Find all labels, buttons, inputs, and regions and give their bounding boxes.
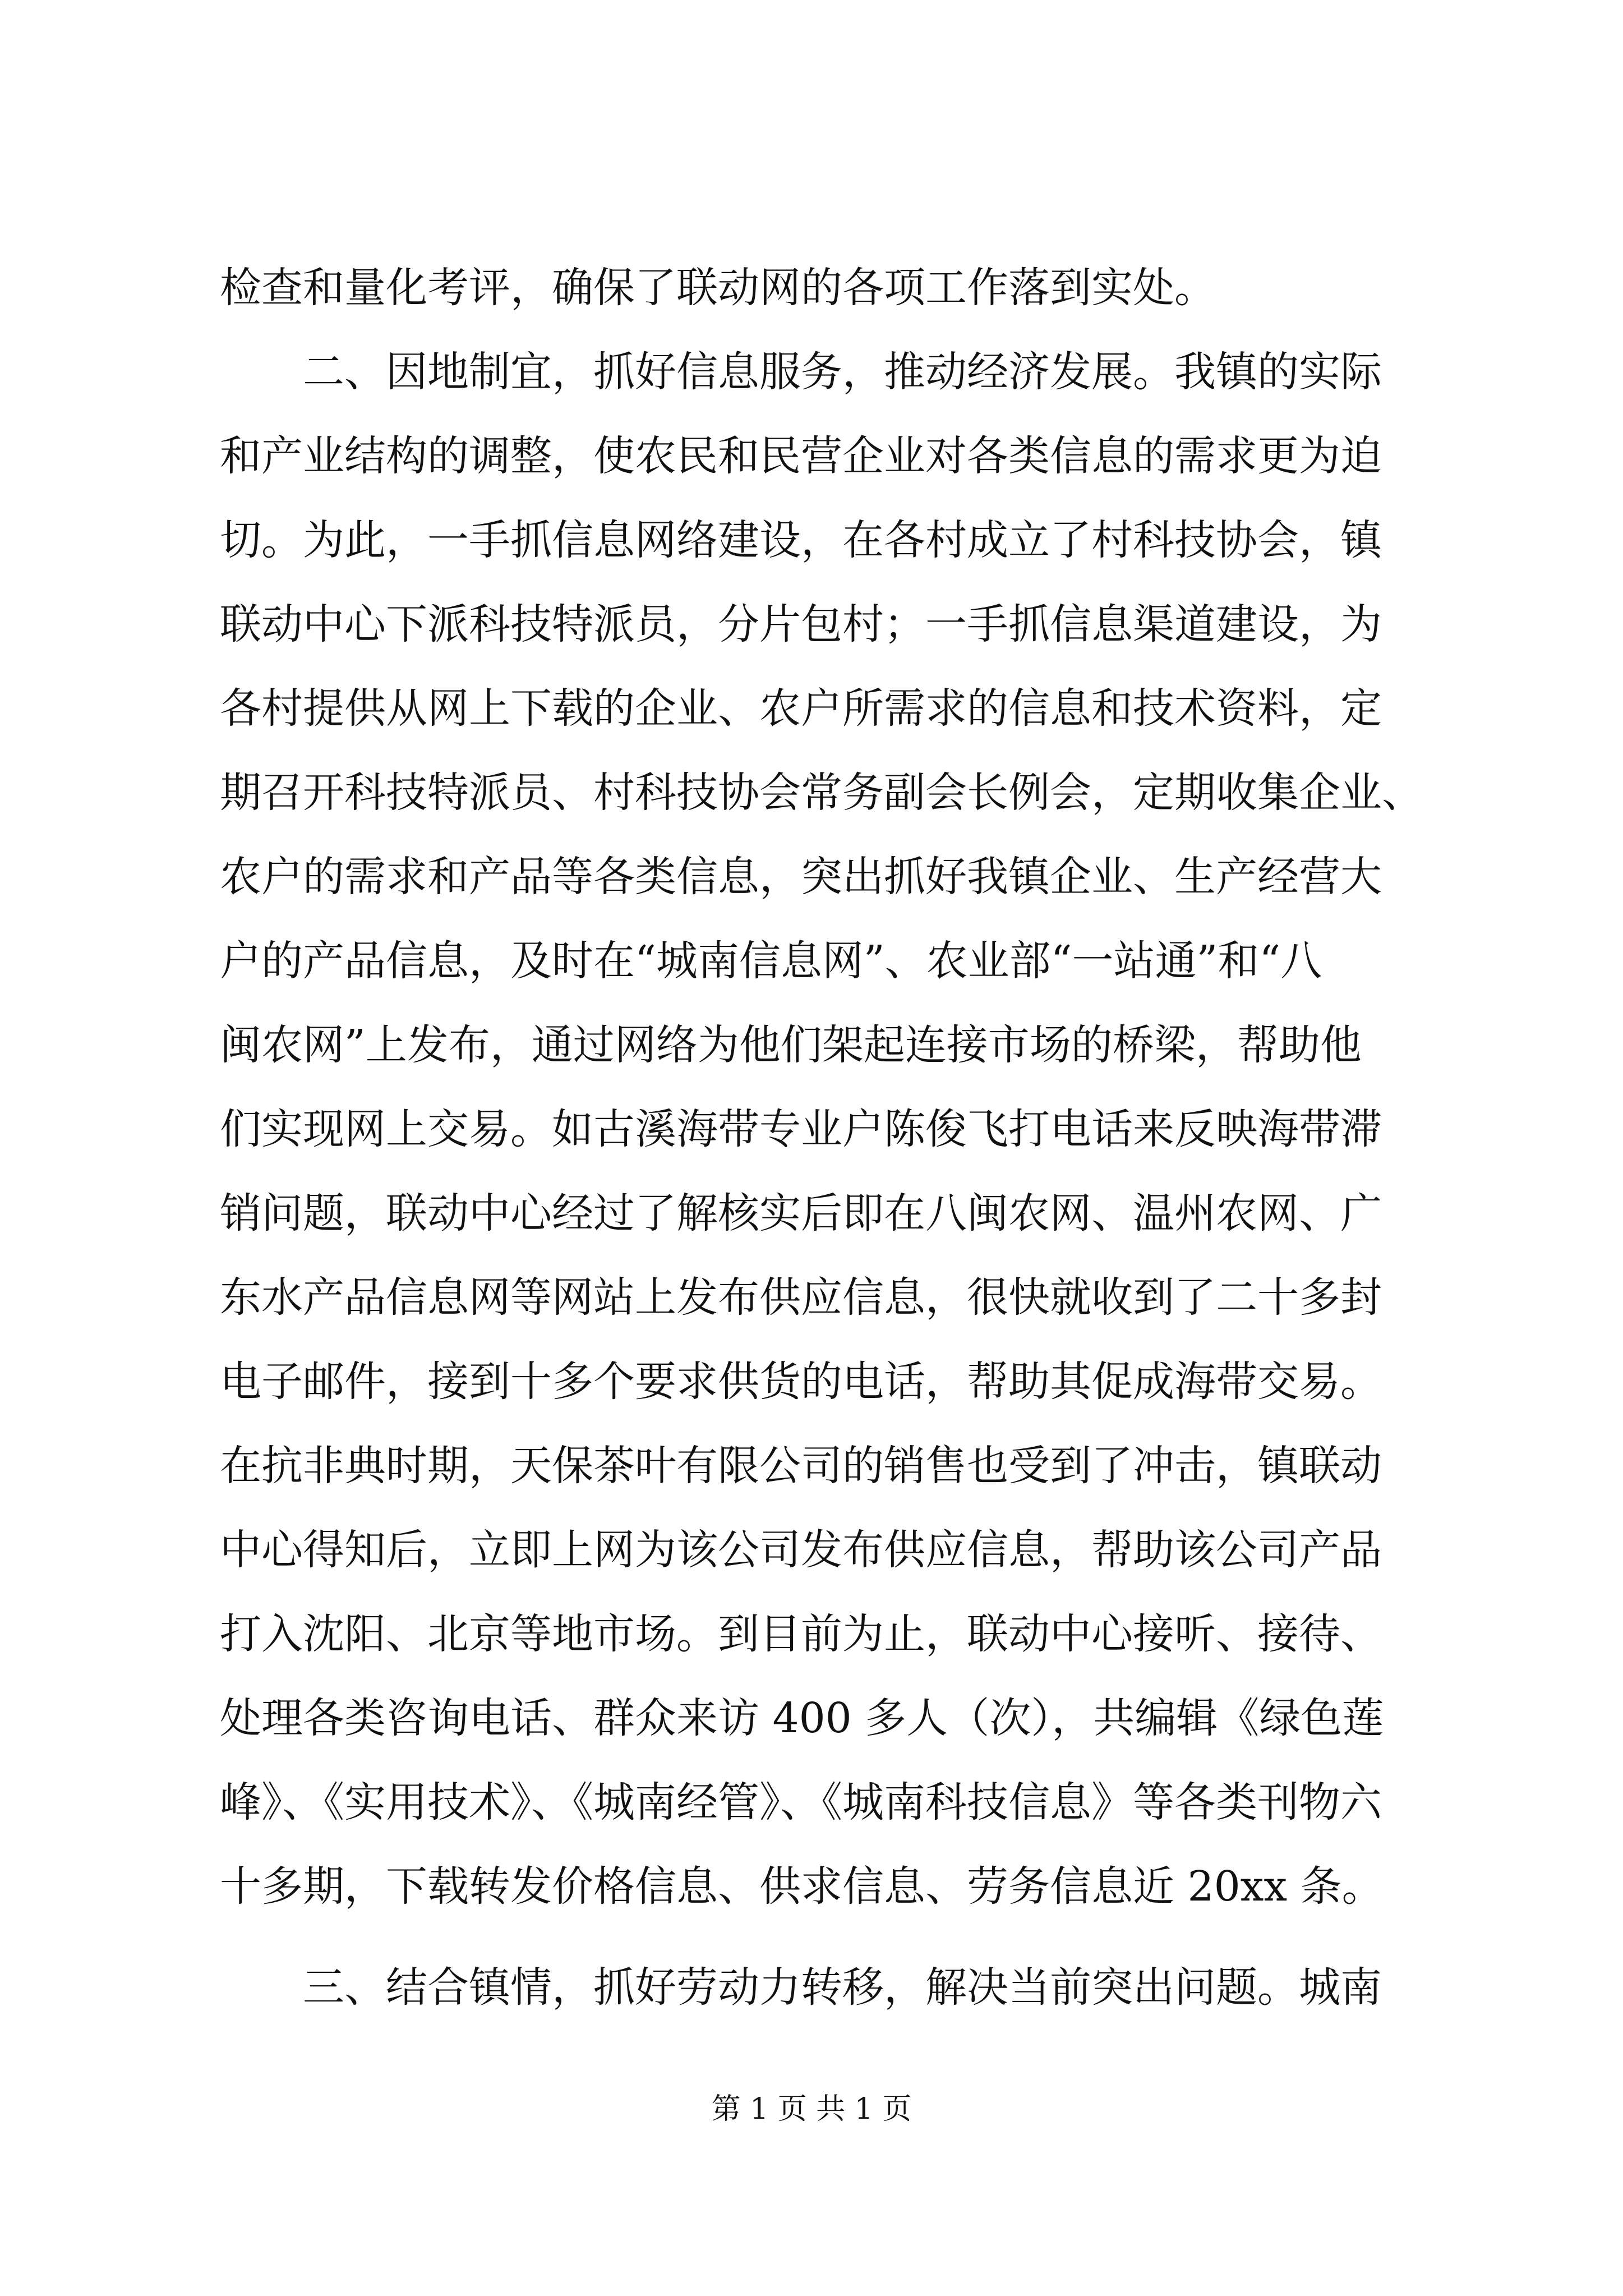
text-line: 二、因地制宜，抓好信息服务，推动经济发展。我镇的实际 (303, 348, 1382, 396)
text-line: 们实现网上交易。如古溪海带专业户陈俊飞打电话来反映海带滞 (220, 1105, 1382, 1153)
text-line: 中心得知后，立即上网为该公司发布供应信息，帮助该公司产品 (220, 1526, 1382, 1574)
text-line: 在抗非典时期，天保茶叶有限公司的销售也受到了冲击，镇联动 (220, 1442, 1382, 1490)
text-line: 销问题，联动中心经过了解核实后即在八闽农网、温州农网、广 (220, 1189, 1382, 1237)
text-line: 东水产品信息网等网站上发布供应信息，很快就收到了二十多封 (220, 1273, 1382, 1322)
text-line: 联动中心下派科技特派员，分片包村；一手抓信息渠道建设，为 (220, 600, 1382, 648)
text-line: 打入沈阳、北京等地市场。到目前为止，联动中心接听、接待、 (220, 1610, 1382, 1658)
text-line: 农户的需求和产品等各类信息，突出抓好我镇企业、生产经营大 (220, 853, 1382, 901)
text-line: 和产业结构的调整，使农民和民营企业对各类信息的需求更为迫 (220, 432, 1382, 480)
text-line: 峰》、《实用技术》、《城南经管》、《城南科技信息》等各类刊物六 (220, 1778, 1382, 1826)
text-line: 各村提供从网上下载的企业、农户所需求的信息和技术资料，定 (220, 684, 1382, 733)
text-line: 电子邮件，接到十多个要求供货的电话，帮助其促成海带交易。 (220, 1358, 1382, 1406)
text-line: 三、结合镇情，抓好劳动力转移，解决当前突出问题。城南 (303, 1963, 1382, 2012)
text-line: 检查和量化考评，确保了联动网的各项工作落到实处。 (220, 264, 1216, 312)
page-footer: 第 1 页 共 1 页 (711, 2092, 912, 2126)
text-line: 十多期，下载转发价格信息、供求信息、劳务信息近 20xx 条。 (220, 1862, 1384, 1911)
text-line: 切。为此，一手抓信息网络建设，在各村成立了村科技协会，镇 (220, 516, 1382, 564)
text-line: 户的产品信息，及时在“城南信息网”、农业部“一站通”和“八 (220, 937, 1322, 985)
text-line: 处理各类咨询电话、群众来访 400 多人（次），共编辑《绿色莲 (220, 1694, 1384, 1742)
text-line: 闽农网”上发布，通过网络为他们架起连接市场的桥梁，帮助他 (220, 1021, 1362, 1069)
text-line: 期召开科技特派员、村科技协会常务副会长例会，定期收集企业、 (220, 769, 1423, 817)
